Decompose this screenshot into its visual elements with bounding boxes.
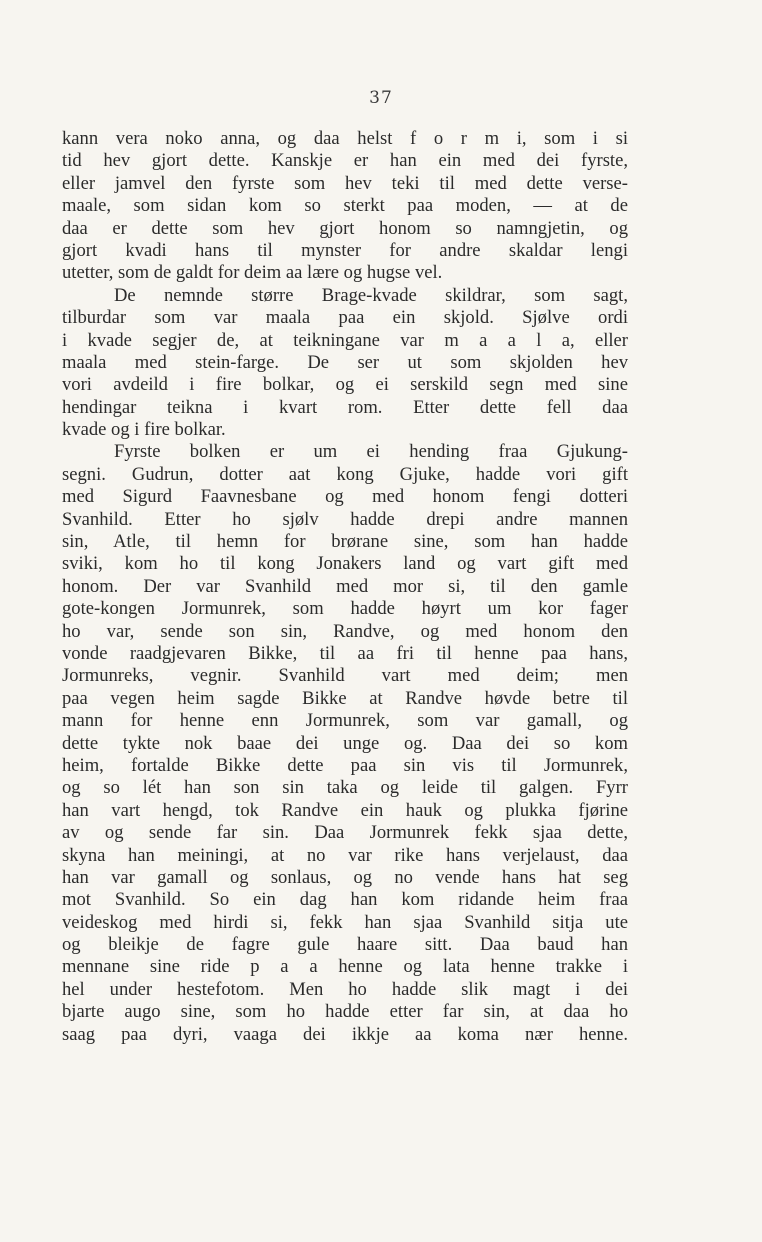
text-line: honom. Der var Svanhild med mor si, til den gamle [62,575,628,597]
text-line: mennane sine ride p a a henne og lata henne trakke i [62,956,628,978]
text-line: sviki, kom ho til kong Jonakers land og vart gift med [62,553,628,575]
text-line: dette tykte nok baae dei unge og. Daa dei so kom [62,732,628,754]
text-line: mot Svanhild. So ein dag han kom ridande heim fraa [62,889,628,911]
text-line: tilburdar som var maala paa ein skjold. Sjølve ordi [62,307,628,329]
text-line: gjort kvadi hans til mynster for andre skaldar lengi [62,239,628,261]
text-line: ho var, sende son sin, Randve, og med honom den [62,620,628,642]
text-line: maale, som sidan kom so sterkt paa moden, — at de [62,195,628,217]
text-line: han vart hengd, tok Randve ein hauk og plukka fjørine [62,799,628,821]
body-text [62,128,628,1046]
text-line: Fyrste bolken er um ei hending fraa Gjukung- [114,441,628,463]
text-line: segni. Gudrun, dotter aat kong Gjuke, hadde vori gift [62,463,628,485]
text-line: paa vegen heim sagde Bikke at Randve høvde betre til [62,687,628,709]
text-line: De nemnde større Brage-kvade skildrar, som sagt, [114,284,628,306]
text-line: og so lét han son sin taka og leide til galgen. Fyrr [62,777,628,799]
text-line: veideskog med hirdi si, fekk han sjaa Svanhild sitja ute [62,911,628,933]
text-line: saag paa dyri, vaaga dei ikkje aa koma nær henne. [62,1023,628,1045]
text-line: utetter, som de galdt for deim aa lære og hugse vel. [62,262,443,284]
text-line: vonde raadgjevaren Bikke, til aa fri til henne paa hans, [62,642,628,664]
text-line: Svanhild. Etter ho sjølv hadde drepi andre mannen [62,508,628,530]
page-number: 37 [369,88,393,108]
text-line: kann vera noko anna, og daa helst f o r m i, som i si [62,128,628,149]
text-line: vori avdeild i fire bolkar, og ei serskild segn med sine [62,374,628,396]
text-line: i kvade segjer de, at teikningane var m a a l a, eller [62,329,628,351]
text-line: hel under hestefotom. Men ho hadde slik magt i dei [62,978,628,1000]
text-line: Jormunreks, vegnir. Svanhild vart med deim; men [62,665,628,687]
text-line: maala med stein-farge. De ser ut som skjolden hev [62,351,628,373]
text-line: hendingar teikna i kvart rom. Etter dette fell daa [62,396,628,418]
text-line: daa er dette som hev gjort honom so namngjetin, og [62,217,628,239]
text-line: gote-kongen Jormunrek, som hadde høyrt um kor fager [62,598,628,620]
text-line: med Sigurd Faavnesbane og med honom fengi dotteri [62,486,628,508]
text-line: av og sende far sin. Daa Jormunrek fekk sjaa dette, [62,822,628,844]
text-line: skyna han meiningi, at no var rike hans verjelaust, daa [62,844,628,866]
text-line: eller jamvel den fyrste som hev teki til med dette verse- [62,172,628,194]
text-line: tid hev gjort dette. Kanskje er han ein med dei fyrste, [62,150,628,172]
text-line: heim, fortalde Bikke dette paa sin vis til Jormunrek, [62,754,628,776]
text-line: mann for henne enn Jormunrek, som var gamall, og [62,710,628,732]
text-line: han var gamall og sonlaus, og no vende hans hat seg [62,866,628,888]
text-line: kvade og i fire bolkar. [62,419,226,441]
text-line: sin, Atle, til hemn for brørane sine, som han hadde [62,531,628,553]
text-line: og bleikje de fagre gule haare sitt. Daa baud han [62,934,628,956]
text-line: bjarte augo sine, som ho hadde etter far sin, at daa ho [62,1001,628,1023]
